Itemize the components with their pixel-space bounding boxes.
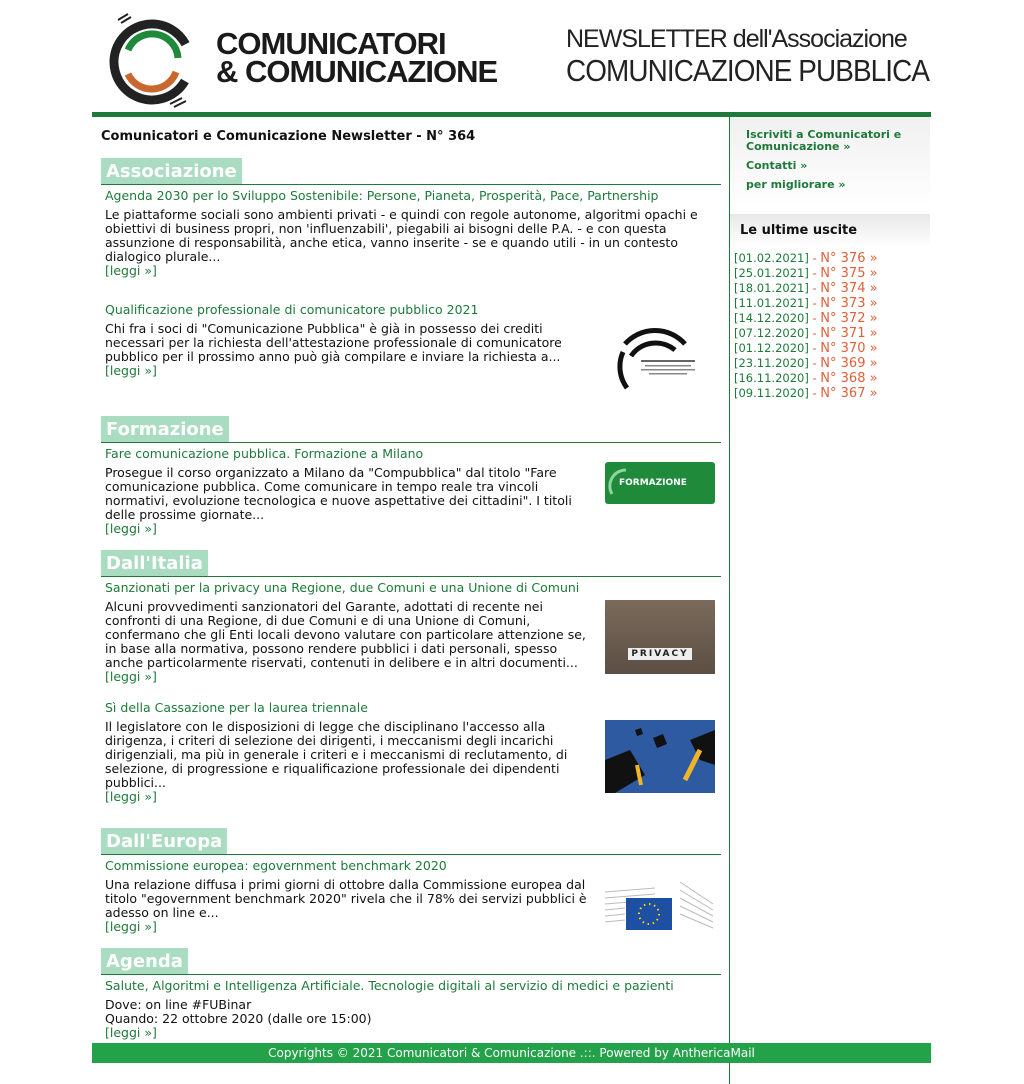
latest-issues-heading: Le ultime uscite	[730, 214, 930, 247]
tagline-line-1: NEWSLETTER dell'Associazione	[566, 25, 907, 53]
issue-date: [01.02.2021]	[734, 251, 809, 265]
issue-link[interactable]: N° 373 »	[820, 296, 878, 311]
section-label: Dall'Italia	[101, 550, 208, 576]
article	[101, 700, 721, 804]
issue-item[interactable]	[734, 251, 926, 266]
issue-item[interactable]	[734, 341, 926, 356]
section-label: Associazione	[101, 158, 242, 184]
section-formazione	[101, 416, 721, 443]
header	[92, 0, 931, 112]
article-summary: Il legislatore con le disposizioni di legge che disciplinano l'accesso alla dirigenza, i criteri di selezione dei dirigenti, i meccanismi degli incarichi dirigenziali, ma più in generale i criteri e i meccanismi di reclutamento, di selezione, di progressione e riqualificazione professionale dei dipendenti pubblici...	[105, 719, 568, 790]
article-title-link[interactable]: Sì della Cassazione per la laurea triennale	[105, 700, 368, 715]
section-label: Dall'Europa	[101, 828, 227, 854]
article-summary: Una relazione diffusa i primi giorni di ottobre dalla Commissione europea dal titolo "egovernment benchmark 2020" rivela che il 78% dei servizi pubblici è adesso on line e...	[105, 877, 587, 920]
issue-item[interactable]	[734, 296, 926, 311]
issue-date: [11.01.2021]	[734, 296, 809, 310]
issue-item[interactable]	[734, 386, 926, 401]
newsletter-page	[92, 0, 931, 1084]
newsletter-title: Comunicatori e Comunicazione Newsletter - N° 364	[101, 129, 476, 144]
event-title-link[interactable]: Salute, Algoritmi e Intelligenza Artificiale. Tecnologie digitali al servizio di medici e pazienti	[105, 978, 674, 993]
tagline	[566, 24, 969, 88]
article	[101, 302, 721, 392]
issue-date: [25.01.2021]	[734, 266, 809, 280]
badge-text: FORMAZIONE	[619, 478, 687, 488]
article-summary: Le piattaforme sociali sono ambienti privati - e quindi con regole autonome, algoritmi opachi e obiettivi di business propri, non 'influenzabili', piegabili ai bisogni delle P.A. - e con questa assunzione di responsabilità, anche etica, vanno inserite - se e quando utili - in un contesto dialogico plurale...	[105, 207, 698, 264]
privacy-photo-image[interactable]	[605, 600, 715, 674]
issue-link[interactable]: N° 376 »	[820, 251, 878, 266]
logo-line-1: COMUNICATORI	[216, 26, 446, 61]
issue-link[interactable]: N° 370 »	[820, 341, 878, 356]
separator: -	[808, 326, 821, 340]
footer: Copyrights © 2021 Comunicatori & Comunicazione .::. Powered by AnthericaMail	[92, 1043, 931, 1063]
privacy-blocks-text: PRIVACY	[628, 648, 691, 660]
formazione-badge-image[interactable]	[605, 462, 715, 504]
issue-link[interactable]: N° 371 »	[820, 326, 878, 341]
issue-item[interactable]	[734, 311, 926, 326]
separator: -	[808, 371, 821, 385]
article-title-link[interactable]: Commissione europea: egovernment benchmark 2020	[105, 858, 447, 873]
signal-arc-icon	[608, 466, 628, 496]
article-title-link[interactable]: Fare comunicazione pubblica. Formazione a Milano	[105, 446, 424, 461]
event-date: Quando: 22 ottobre 2020 (dalle ore 15:00)	[105, 1011, 372, 1026]
graduation-caps-photo-image[interactable]	[605, 720, 715, 793]
issue-link[interactable]: N° 372 »	[820, 311, 878, 326]
separator: -	[808, 386, 821, 400]
separator: -	[808, 296, 821, 310]
tagline-line-2: COMUNICAZIONE PUBBLICA	[566, 53, 930, 88]
article-summary: Prosegue il corso organizzato a Milano da "Compubblica" dal titolo "Fare comunicazione pubblica. Come comunicare in tempo reale tra vincoli normativi, evoluzione tecnologica e nuove aspettative dei cittadini". I titoli delle prossime giornate...	[105, 465, 572, 522]
issue-link[interactable]: N° 375 »	[820, 266, 878, 281]
issue-item[interactable]	[734, 356, 926, 371]
read-more-link[interactable]: [leggi »]	[105, 1025, 157, 1040]
issue-date: [09.11.2020]	[734, 386, 809, 400]
read-more-link[interactable]: [leggi »]	[105, 363, 157, 378]
issue-link[interactable]: N° 368 »	[820, 371, 878, 386]
article-title-link[interactable]: Agenda 2030 per lo Sviluppo Sostenibile: Persone, Pianeta, Prosperità, Pace, Partnership	[105, 188, 659, 203]
contacts-link[interactable]: Contatti »	[746, 159, 808, 172]
sidebar	[730, 117, 930, 1084]
european-commission-logo-icon[interactable]	[605, 878, 715, 933]
latest-issues-list	[730, 247, 930, 405]
issue-date: [16.11.2020]	[734, 371, 809, 385]
issue-item[interactable]	[734, 266, 926, 281]
article-summary: Alcuni provvedimenti sanzionatori del Garante, adottati di recente nei confronti di una Regione, di due Comuni e di una Unione di Comuni, confermano che gli Enti locali devono valutare con particolare attenzione se, in base alla normativa, possono rendere pubblici i dati personali, spesso anche particolarmente riservati, contenuti in delibere e in altri documenti...	[105, 599, 586, 670]
separator: -	[808, 311, 821, 325]
issue-link[interactable]: N° 369 »	[820, 356, 878, 371]
issue-item[interactable]	[734, 371, 926, 386]
issue-item[interactable]	[734, 326, 926, 341]
separator: -	[808, 266, 821, 280]
separator: -	[808, 341, 821, 355]
issue-link[interactable]: N° 374 »	[820, 281, 878, 296]
article-title-link[interactable]: Sanzionati per la privacy una Regione, due Comuni e una Unione di Comuni	[105, 580, 580, 595]
subscribe-link[interactable]: Iscriviti a Comunicatori e Comunicazione »	[746, 128, 906, 153]
read-more-link[interactable]: [leggi »]	[105, 789, 157, 804]
issue-link[interactable]: N° 367 »	[820, 386, 878, 401]
article	[101, 188, 721, 278]
feedback-link[interactable]: per migliorare »	[746, 178, 846, 191]
article	[101, 580, 721, 684]
section-dalleuropa	[101, 828, 721, 855]
comunicazione-pubblica-logo-icon[interactable]	[605, 322, 715, 392]
article-title-link[interactable]: Qualificazione professionale di comunicatore pubblico 2021	[105, 302, 479, 317]
event-location: Dove: on line #FUBinar	[105, 997, 252, 1012]
issue-item[interactable]	[734, 281, 926, 296]
read-more-link[interactable]: [leggi »]	[105, 919, 157, 934]
article	[101, 446, 721, 536]
main-content	[92, 117, 730, 1084]
read-more-link[interactable]: [leggi »]	[105, 669, 157, 684]
separator: -	[808, 356, 821, 370]
section-associazione	[101, 158, 721, 185]
article	[101, 858, 721, 934]
agenda-event	[101, 978, 721, 1040]
article-summary: Chi fra i soci di "Comunicazione Pubblica" è già in possesso dei crediti necessari per la richiesta dell'attestazione professionale di comunicatore pubblico per il prossimo anno può già compilare e inviare la richiesta a...	[105, 321, 562, 364]
section-dallitalia	[101, 550, 721, 577]
issue-date: [01.12.2020]	[734, 341, 809, 355]
brand-logo-text	[216, 26, 498, 89]
section-label: Agenda	[101, 948, 188, 974]
issue-date: [07.12.2020]	[734, 326, 809, 340]
sidebar-links	[730, 117, 930, 206]
issue-date: [18.01.2021]	[734, 281, 809, 295]
section-label: Formazione	[101, 416, 229, 442]
separator: -	[808, 251, 821, 265]
read-more-link[interactable]: [leggi »]	[105, 263, 157, 278]
section-agenda	[101, 948, 721, 975]
issue-date: [14.12.2020]	[734, 311, 809, 325]
separator: -	[808, 281, 821, 295]
issue-date: [23.11.2020]	[734, 356, 809, 370]
logo-line-2: & COMUNICAZIONE	[216, 54, 498, 89]
logo-mark-icon	[108, 12, 198, 108]
read-more-link[interactable]: [leggi »]	[105, 521, 157, 536]
